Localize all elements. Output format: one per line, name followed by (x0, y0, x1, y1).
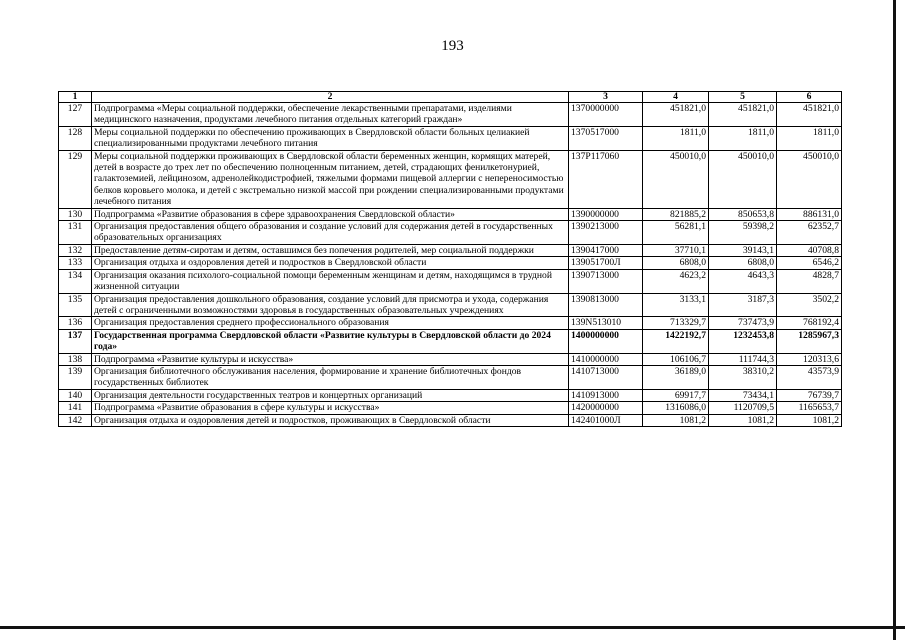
row-number: 133 (59, 257, 92, 269)
row-amount-col5: 3187,3 (709, 293, 777, 317)
row-number: 138 (59, 353, 92, 365)
row-code: 1400000000 (569, 329, 643, 353)
row-amount-col5: 737473,9 (709, 317, 777, 329)
table-row (59, 208, 842, 220)
table-row (59, 402, 842, 414)
row-number: 130 (59, 208, 92, 220)
row-number: 134 (59, 269, 92, 293)
row-code: 1390000000 (569, 208, 643, 220)
row-name: Государственная программа Свердловской области «Развитие культуры в Свердловской области до 2024 года» (92, 329, 569, 353)
row-name: Предоставление детям-сиротам и детям, оставшимся без попечения родителей, мер социальной поддержки (92, 244, 569, 256)
row-number: 139 (59, 365, 92, 389)
row-code: 139051700Л (569, 257, 643, 269)
row-name: Организация отдыха и оздоровления детей и подростков в Свердловской области (92, 257, 569, 269)
table-row (59, 329, 842, 353)
row-amount-col4: 6808,0 (643, 257, 709, 269)
row-number: 136 (59, 317, 92, 329)
table-row (59, 317, 842, 329)
row-number: 131 (59, 221, 92, 245)
row-amount-col6: 1811,0 (777, 126, 842, 150)
row-amount-col5: 39143,1 (709, 244, 777, 256)
row-name: Организация деятельности государственных театров и концертных организаций (92, 389, 569, 401)
row-amount-col5: 1811,0 (709, 126, 777, 150)
row-code: 142401000Л (569, 414, 643, 426)
row-number: 132 (59, 244, 92, 256)
row-name: Организация оказания психолого-социальной помощи беременным женщинам и детям, находящимся в трудной жизненной ситуации (92, 269, 569, 293)
row-number: 142 (59, 414, 92, 426)
table-row (59, 293, 842, 317)
row-code: 1390213000 (569, 221, 643, 245)
table-row (59, 221, 842, 245)
table-header-row (59, 92, 842, 103)
row-code: 1370517000 (569, 126, 643, 150)
row-name: Меры социальной поддержки по обеспечению проживающих в Свердловской области больных целиакией специализированными продуктами лечебного питания (92, 126, 569, 150)
row-name: Подпрограмма «Развитие образования в сфере здравоохранения Свердловской области» (92, 208, 569, 220)
row-amount-col4: 1081,2 (643, 414, 709, 426)
row-number: 127 (59, 103, 92, 127)
row-code: 1420000000 (569, 402, 643, 414)
row-amount-col4: 36189,0 (643, 365, 709, 389)
row-amount-col4: 1811,0 (643, 126, 709, 150)
column-header: 5 (709, 92, 777, 103)
row-number: 140 (59, 389, 92, 401)
budget-table (58, 91, 842, 427)
row-code: 1390813000 (569, 293, 643, 317)
table-row (59, 244, 842, 256)
row-amount-col4: 821885,2 (643, 208, 709, 220)
table-row (59, 269, 842, 293)
row-amount-col6: 6546,2 (777, 257, 842, 269)
column-header: 6 (777, 92, 842, 103)
row-amount-col6: 43573,9 (777, 365, 842, 389)
table-row (59, 126, 842, 150)
row-amount-col6: 450010,0 (777, 150, 842, 208)
row-name: Подпрограмма «Развитие образования в сфере культуры и искусства» (92, 402, 569, 414)
row-amount-col4: 1422192,7 (643, 329, 709, 353)
row-code: 1390417000 (569, 244, 643, 256)
row-name: Организация библиотечного обслуживания населения, формирование и хранение библиотечных фондов государственных библиотек (92, 365, 569, 389)
table-body (59, 103, 842, 427)
row-amount-col5: 111744,3 (709, 353, 777, 365)
row-amount-col6: 451821,0 (777, 103, 842, 127)
row-code: 1410713000 (569, 365, 643, 389)
row-amount-col6: 76739,7 (777, 389, 842, 401)
row-name: Подпрограмма «Меры социальной поддержки, обеспечение лекарственными препаратами, изделиями медицинского назначения, продуктами лечебного питания отдельных категорий граждан» (92, 103, 569, 127)
row-name: Организация предоставления общего образования и создание условий для содержания детей в государственных образовательных организациях (92, 221, 569, 245)
row-amount-col5: 1081,2 (709, 414, 777, 426)
row-amount-col6: 1165653,7 (777, 402, 842, 414)
row-code: 139N513010 (569, 317, 643, 329)
table-row (59, 353, 842, 365)
row-code: 1370000000 (569, 103, 643, 127)
row-name: Организация отдыха и оздоровления детей и подростков, проживающих в Свердловской области (92, 414, 569, 426)
row-amount-col5: 1120709,5 (709, 402, 777, 414)
column-header: 1 (59, 92, 92, 103)
row-amount-col5: 1232453,8 (709, 329, 777, 353)
column-header: 2 (92, 92, 569, 103)
row-amount-col5: 6808,0 (709, 257, 777, 269)
row-amount-col6: 40708,8 (777, 244, 842, 256)
row-amount-col4: 451821,0 (643, 103, 709, 127)
row-amount-col6: 1081,2 (777, 414, 842, 426)
row-amount-col5: 73434,1 (709, 389, 777, 401)
row-amount-col4: 3133,1 (643, 293, 709, 317)
row-amount-col4: 106106,7 (643, 353, 709, 365)
page-edge-right (893, 0, 896, 640)
table-row (59, 365, 842, 389)
row-amount-col5: 451821,0 (709, 103, 777, 127)
row-amount-col4: 69917,7 (643, 389, 709, 401)
row-amount-col5: 59398,2 (709, 221, 777, 245)
table-row (59, 257, 842, 269)
row-amount-col6: 62352,7 (777, 221, 842, 245)
row-amount-col6: 768192,4 (777, 317, 842, 329)
column-header: 4 (643, 92, 709, 103)
row-code: 1410913000 (569, 389, 643, 401)
row-name: Организация предоставления дошкольного образования, создание условий для присмотра и ухода, содержания детей с ограниченными возможностями здоровья в государственных образовательных учреждениях (92, 293, 569, 317)
row-amount-col4: 37710,1 (643, 244, 709, 256)
row-amount-col4: 4623,2 (643, 269, 709, 293)
row-amount-col5: 38310,2 (709, 365, 777, 389)
row-name: Меры социальной поддержки проживающих в Свердловской области беременных женщин, кормящих матерей, детей в возрасте до трех лет по обеспечению полноценным питанием, детей, страдающих фенилкетонурией, галактоземией, лейцинозом, адренолейкодистрофией, тяжелыми формами пищевой аллергии с непереносимостью белков коровьего молока, и детей с экстремально низкой массой при рождении специализированными продуктами лечебного питания (92, 150, 569, 208)
row-name: Подпрограмма «Развитие культуры и искусства» (92, 353, 569, 365)
row-name: Организация предоставления среднего профессионального образования (92, 317, 569, 329)
row-amount-col6: 3502,2 (777, 293, 842, 317)
row-code: 137P117060 (569, 150, 643, 208)
row-number: 137 (59, 329, 92, 353)
row-amount-col6: 1285967,3 (777, 329, 842, 353)
row-amount-col4: 713329,7 (643, 317, 709, 329)
page-number: 193 (441, 38, 464, 54)
row-amount-col6: 120313,6 (777, 353, 842, 365)
row-amount-col6: 886131,0 (777, 208, 842, 220)
row-number: 135 (59, 293, 92, 317)
row-amount-col4: 1316086,0 (643, 402, 709, 414)
row-number: 129 (59, 150, 92, 208)
page-edge-bottom (0, 626, 905, 629)
table-row (59, 103, 842, 127)
table-row (59, 414, 842, 426)
row-amount-col4: 56281,1 (643, 221, 709, 245)
row-amount-col5: 450010,0 (709, 150, 777, 208)
row-amount-col5: 4643,3 (709, 269, 777, 293)
row-amount-col5: 850653,8 (709, 208, 777, 220)
table-row (59, 389, 842, 401)
row-number: 141 (59, 402, 92, 414)
row-amount-col6: 4828,7 (777, 269, 842, 293)
row-code: 1410000000 (569, 353, 643, 365)
column-header: 3 (569, 92, 643, 103)
row-code: 1390713000 (569, 269, 643, 293)
row-amount-col4: 450010,0 (643, 150, 709, 208)
row-number: 128 (59, 126, 92, 150)
table-row (59, 150, 842, 208)
